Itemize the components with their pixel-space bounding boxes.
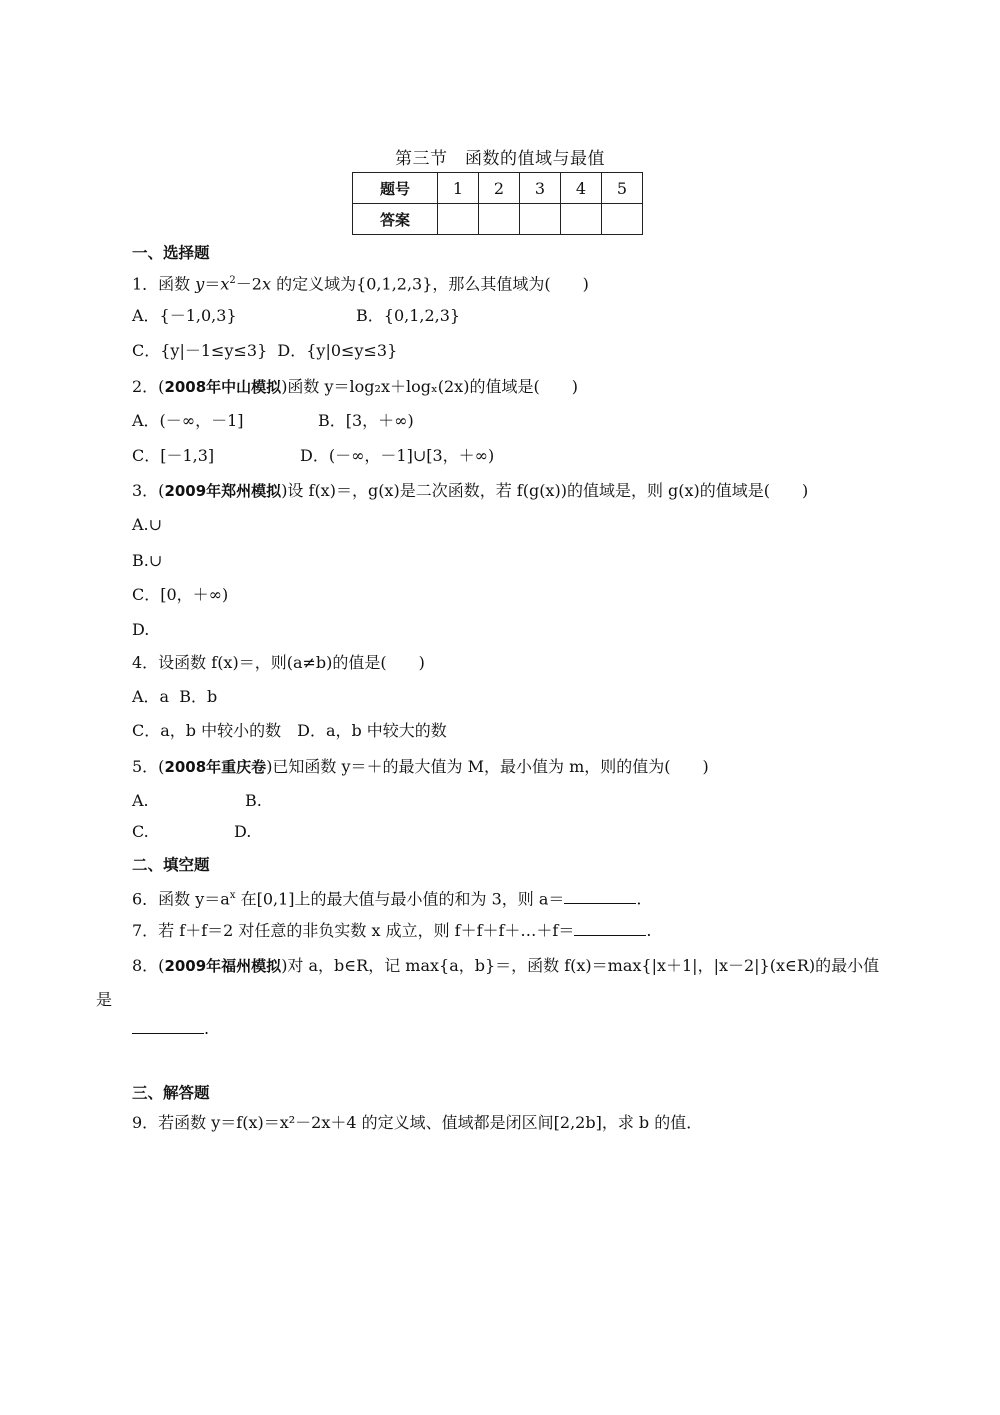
section-heading-solve: 三、解答题 [132, 1084, 210, 1102]
q6-stem-a: 6．函数 y＝a [132, 889, 230, 909]
question-7 [132, 920, 651, 942]
answer-cell[interactable] [561, 204, 602, 235]
q1-stem-b: 的定义域为{0,1,2,3}，那么其值域为( ) [276, 274, 589, 294]
q3-option-c: C．[0，＋∞) [132, 585, 229, 604]
q6-stem-b: 在[0,1]上的最大值与最小值的和为 3，则 a＝ [235, 889, 565, 909]
q4-options-ab: A．a B．b [132, 687, 218, 706]
question-8 [132, 955, 879, 977]
q6-exponent: x [229, 890, 236, 901]
answer-blank[interactable] [564, 889, 636, 904]
page-title: 第三节 函数的值域与最值 [395, 149, 605, 169]
question-number: 3 [520, 173, 561, 204]
q8-end: . [204, 1019, 210, 1038]
q4-options-cd: C．a，b 中较小的数 D．a，b 中较大的数 [132, 721, 447, 740]
question-5 [132, 756, 709, 778]
q2-option-a: A．(－∞，－1] [132, 411, 244, 430]
q3-option-a: A.∪ [132, 515, 163, 534]
q7-stem: 7．若 f＋f＝2 对任意的非负实数 x 成立，则 f＋f＋f＋…＋f＝ [132, 921, 575, 940]
question-number: 1 [438, 173, 479, 204]
question-4: 4．设函数 f(x)＝，则(a≠b)的值是( ) [132, 653, 425, 672]
answer-label: 答案 [353, 204, 438, 235]
question-number: 4 [561, 173, 602, 204]
q2-option-d: D．(－∞，－1]∪[3，＋∞) [300, 446, 495, 465]
q1-option-b: B．{0,1,2,3} [356, 306, 461, 325]
q5-number: 5．( [132, 757, 165, 776]
answer-table [352, 172, 643, 235]
question-number: 5 [602, 173, 643, 204]
answer-blank[interactable] [132, 1019, 204, 1034]
q2-source: 2008年中山模拟 [164, 378, 282, 396]
question-1: 1．函数 $y=x^2-2x$ 的定义域为{0,1,2,3}，那么其值域为( ) [132, 274, 589, 294]
q7-end: . [646, 921, 652, 940]
answer-blank[interactable] [574, 921, 646, 936]
question-number-label: 题号 [353, 173, 438, 204]
q8-stem: )对 a，b∈R，记 max{a，b}＝，函数 f(x)＝max{|x＋1|，|x－2|}(x∈R)的最小值 [281, 956, 880, 975]
q2-number: 2．( [132, 377, 165, 396]
q2-option-c: C．[－1,3] [132, 446, 215, 465]
q1-option-a: A．{－1,0,3} [132, 306, 237, 325]
section-heading-choice: 一、选择题 [132, 244, 210, 262]
q8-source: 2009年福州模拟 [164, 957, 282, 975]
q5-source: 2008年重庆卷 [164, 758, 267, 776]
section-heading-fill: 二、填空题 [132, 856, 210, 874]
q5-stem: )已知函数 y＝＋的最大值为 M，最小值为 m，则的值为( ) [266, 757, 709, 776]
answer-cell[interactable] [438, 204, 479, 235]
answer-cell[interactable] [602, 204, 643, 235]
question-3 [132, 480, 808, 502]
q8-continuation: 是 [96, 990, 113, 1009]
question-9: 9．若函数 y＝f(x)＝x²－2x＋4 的定义域、值域都是闭区间[2,2b]，求 b 的值． [132, 1113, 703, 1132]
question-6 [132, 885, 642, 910]
q3-source: 2009年郑州模拟 [164, 482, 282, 500]
q5-option-c: C. [132, 822, 149, 841]
table-row [353, 204, 643, 235]
q8-number: 8．( [132, 956, 165, 975]
q5-option-a: A. [132, 791, 149, 810]
q3-stem: )设 f(x)＝，g(x)是二次函数，若 f(g(x))的值域是，则 g(x)的值域是( ) [281, 481, 809, 500]
q2-option-b: B．[3，＋∞) [318, 411, 414, 430]
q8-answer-line [132, 1018, 209, 1040]
q6-end: . [636, 889, 642, 909]
q1-options-cd: C．{y|－1≤y≤3} D．{y|0≤y≤3} [132, 341, 398, 360]
q5-option-d: D. [234, 822, 252, 841]
question-2 [132, 376, 578, 398]
question-number: 2 [479, 173, 520, 204]
table-row [353, 173, 643, 204]
q3-option-b: B.∪ [132, 551, 163, 570]
q3-number: 3．( [132, 481, 165, 500]
q3-option-d: D. [132, 620, 150, 639]
answer-cell[interactable] [479, 204, 520, 235]
q2-stem: )函数 y＝log₂x＋logₓ(2x)的值域是( ) [281, 377, 578, 396]
answer-cell[interactable] [520, 204, 561, 235]
q5-option-b: B. [245, 791, 262, 810]
q1-stem-a: 1．函数 [132, 274, 196, 294]
